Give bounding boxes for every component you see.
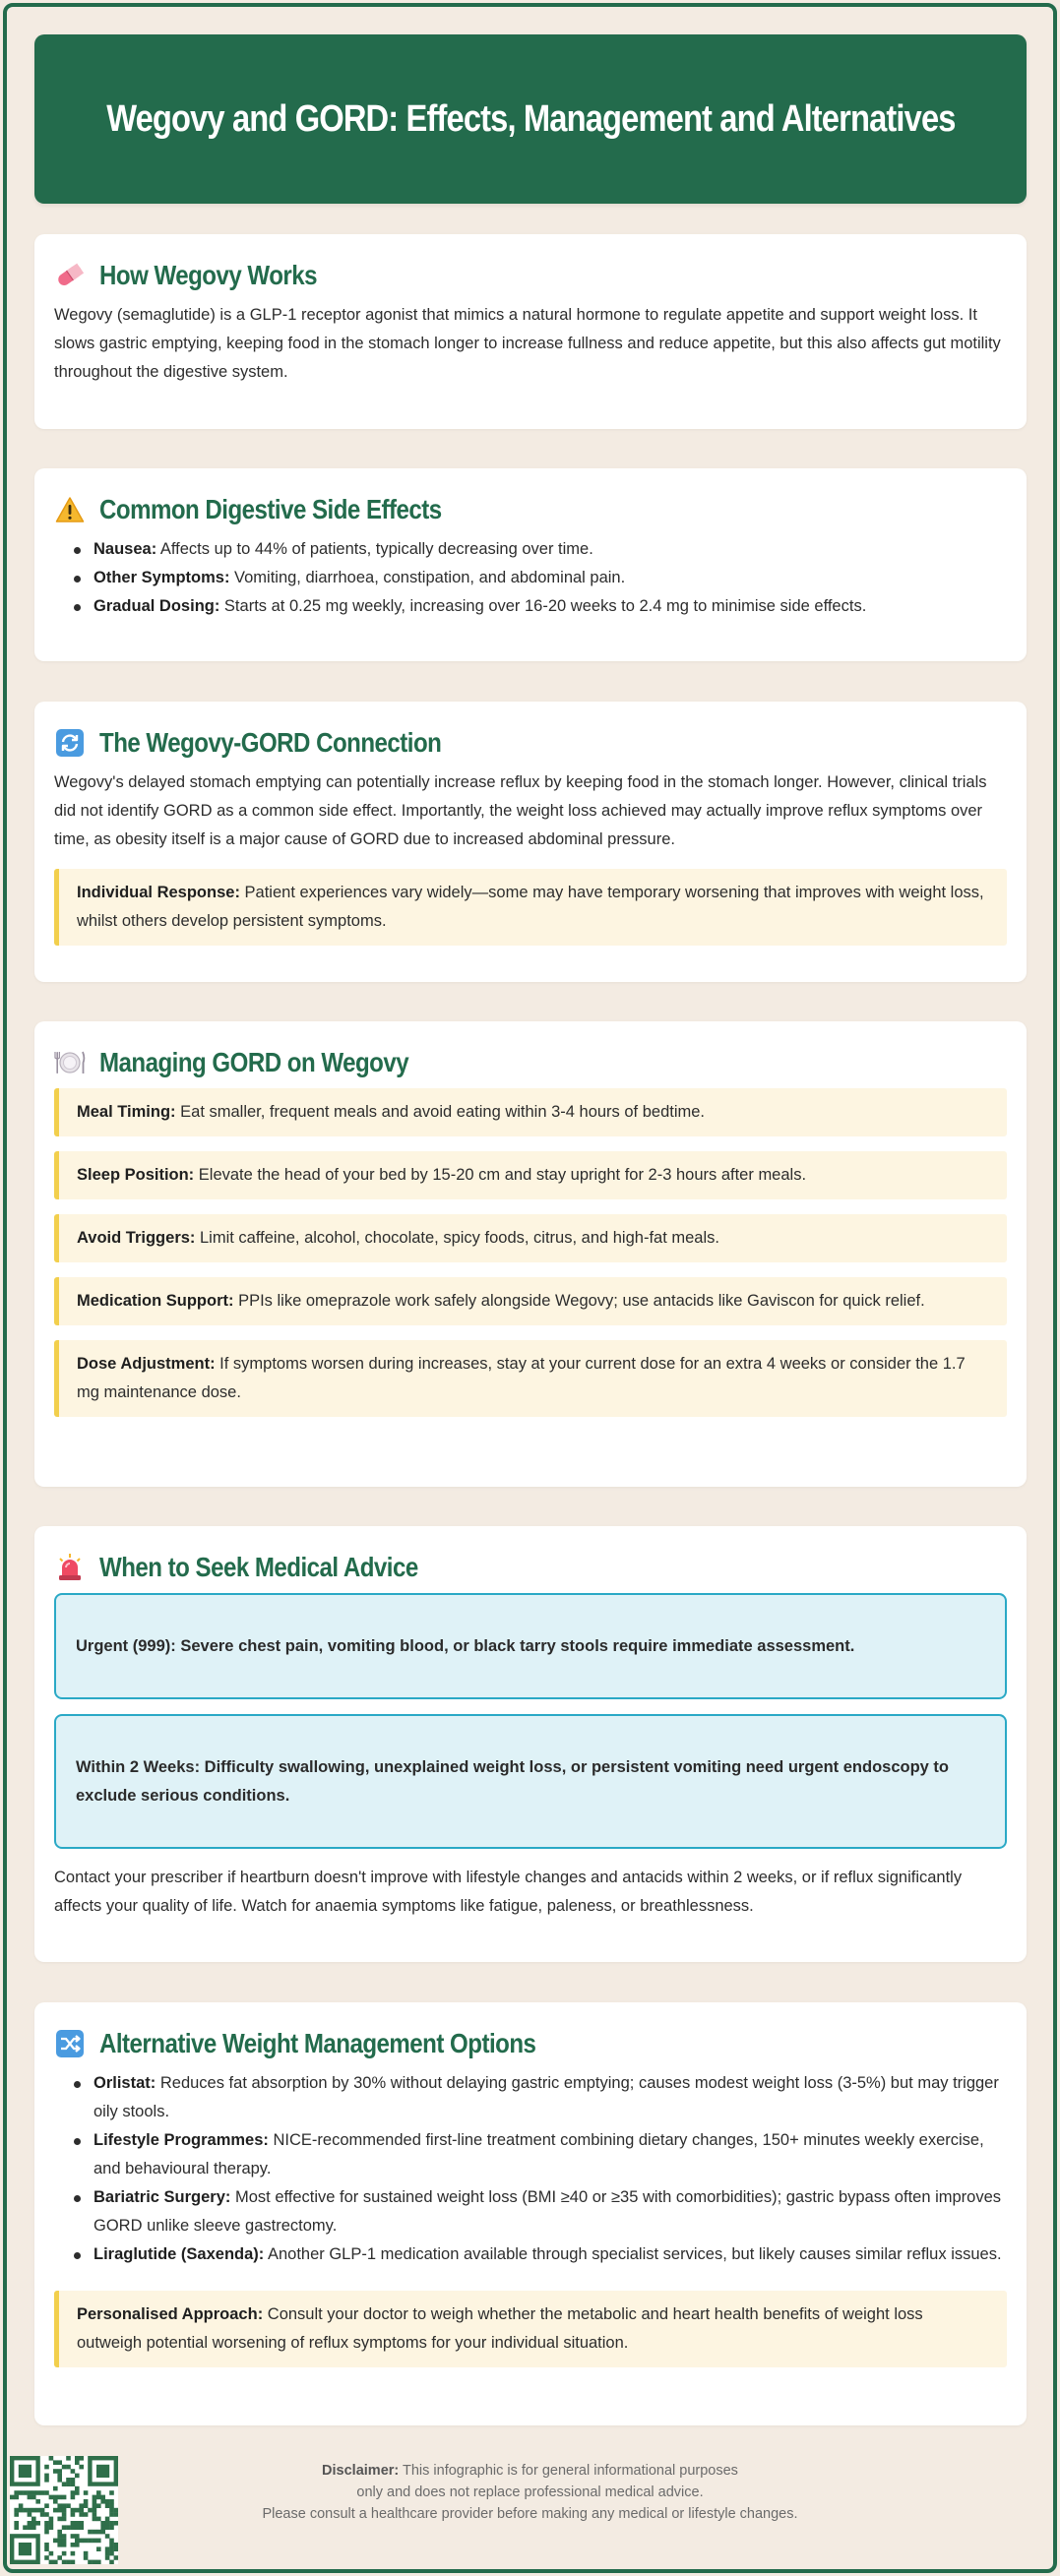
card-title: Common Digestive Side Effects	[99, 494, 442, 524]
warning-icon	[54, 494, 86, 525]
card-title: The Wegovy-GORD Connection	[99, 727, 442, 758]
pill-icon	[54, 260, 86, 291]
card-title: When to Seek Medical Advice	[99, 1552, 418, 1582]
list-item: Other Symptoms: Vomiting, diarrhoea, constipation, and abdominal pain.	[72, 564, 1007, 592]
list-item: Lifestyle Programmes: NICE-recommended first-line treatment combining dietary changes, 150+ minutes weekly exercise, and behavioural therapy.	[72, 2126, 1007, 2183]
card-side-effects	[34, 468, 1027, 661]
medical-advice-text: Contact your prescriber if heartburn doesn't improve with lifestyle changes and antacids within 2 weeks, or if reflux significantly affects your quality of life. Watch for anaemia symptoms like fatigue, paleness, or breathlessness.	[54, 1869, 963, 1915]
list-item: Liraglutide (Saxenda): Another GLP-1 medication available through specialist services, but likely causes similar reflux issues.	[72, 2240, 1007, 2269]
individual-response-note: Individual Response: Patient experiences vary widely—some may have temporary worsening that improves with weight loss, whilst others develop persistent symptoms.	[54, 869, 1007, 946]
card-medical-advice	[34, 1526, 1027, 1962]
card-managing-gord	[34, 1021, 1027, 1487]
tip-avoid-triggers: Avoid Triggers: Limit caffeine, alcohol, chocolate, spicy foods, citrus, and high-fat meals.	[54, 1214, 1007, 1262]
list-item: Nausea: Affects up to 44% of patients, typically decreasing over time.	[72, 535, 1007, 564]
tip-medication-support: Medication Support: PPIs like omeprazole work safely alongside Wegovy; use antacids like Gaviscon for quick relief.	[54, 1277, 1007, 1325]
how-it-works-text: Wegovy (semaglutide) is a GLP-1 receptor agonist that mimics a natural hormone to regulate appetite and support weight loss. It slows gastric emptying, keeping food in the stomach longer to increase fullness and reduce appetite, but this also affects gut motility throughout the digestive system.	[54, 306, 1001, 381]
personalised-approach-note: Personalised Approach: Consult your doctor to weigh whether the metabolic and heart health benefits of weight loss outweigh potential worsening of reflux symptoms for your individual situation.	[54, 2291, 1007, 2367]
tip-sleep-position: Sleep Position: Elevate the head of your bed by 15-20 cm and stay upright for 2-3 hours after meals.	[54, 1151, 1007, 1199]
urgent-alert: Urgent (999): Severe chest pain, vomiting blood, or black tarry stools require immediate assessment.	[54, 1593, 1007, 1699]
card-title: Alternative Weight Management Options	[99, 2028, 536, 2058]
card-alternatives	[34, 2002, 1027, 2425]
list-item: Gradual Dosing: Starts at 0.25 mg weekly, increasing over 16-20 weeks to 2.4 mg to minimise side effects.	[72, 592, 1007, 621]
siren-icon	[54, 1552, 86, 1583]
page-title: Wegovy and GORD: Effects, Management and Alternatives	[105, 97, 956, 140]
card-how-wegovy-works	[34, 234, 1027, 429]
list-item: Orlistat: Reduces fat absorption by 30% without delaying gastric emptying; causes modest weight loss (3-5%) but may trigger oily stools.	[72, 2069, 1007, 2126]
header-banner	[34, 34, 1027, 204]
card-title: Managing GORD on Wegovy	[99, 1047, 409, 1077]
within-two-weeks-alert: Within 2 Weeks: Difficulty swallowing, unexplained weight loss, or persistent vomiting need urgent endoscopy to exclude serious conditions.	[54, 1714, 1007, 1849]
card-title: How Wegovy Works	[99, 260, 318, 290]
connection-text: Wegovy's delayed stomach emptying can potentially increase reflux by keeping food in the stomach longer. However, clinical trials did not identify GORD as a common side effect. Importantly, the weight loss achieved may actually improve reflux symptoms over time, as obesity itself is a major cause of GORD due to increased abdominal pressure.	[54, 773, 987, 848]
list-item: Bariatric Surgery: Most effective for sustained weight loss (BMI ≥40 or ≥35 with comorbidities); gastric bypass often improves GORD unlike sleeve gastrectomy.	[72, 2183, 1007, 2240]
disclaimer: Disclaimer: This infographic is for general informational purposes only and does not replace professional medical advice. Please consult a healthcare provider before making any medical or lifestyle changes.	[262, 2463, 798, 2522]
alternatives-list	[54, 2069, 1007, 2269]
tip-dose-adjustment: Dose Adjustment: If symptoms worsen during increases, stay at your current dose for an extra 4 weeks or consider the 1.7 mg maintenance dose.	[54, 1340, 1007, 1417]
card-gord-connection	[34, 702, 1027, 982]
tip-meal-timing: Meal Timing: Eat smaller, frequent meals and avoid eating within 3-4 hours of bedtime.	[54, 1088, 1007, 1136]
side-effects-list	[54, 535, 1007, 621]
plate-cutlery-icon	[54, 1047, 86, 1078]
shuffle-icon	[54, 2028, 86, 2059]
cycle-arrows-icon	[54, 727, 86, 759]
